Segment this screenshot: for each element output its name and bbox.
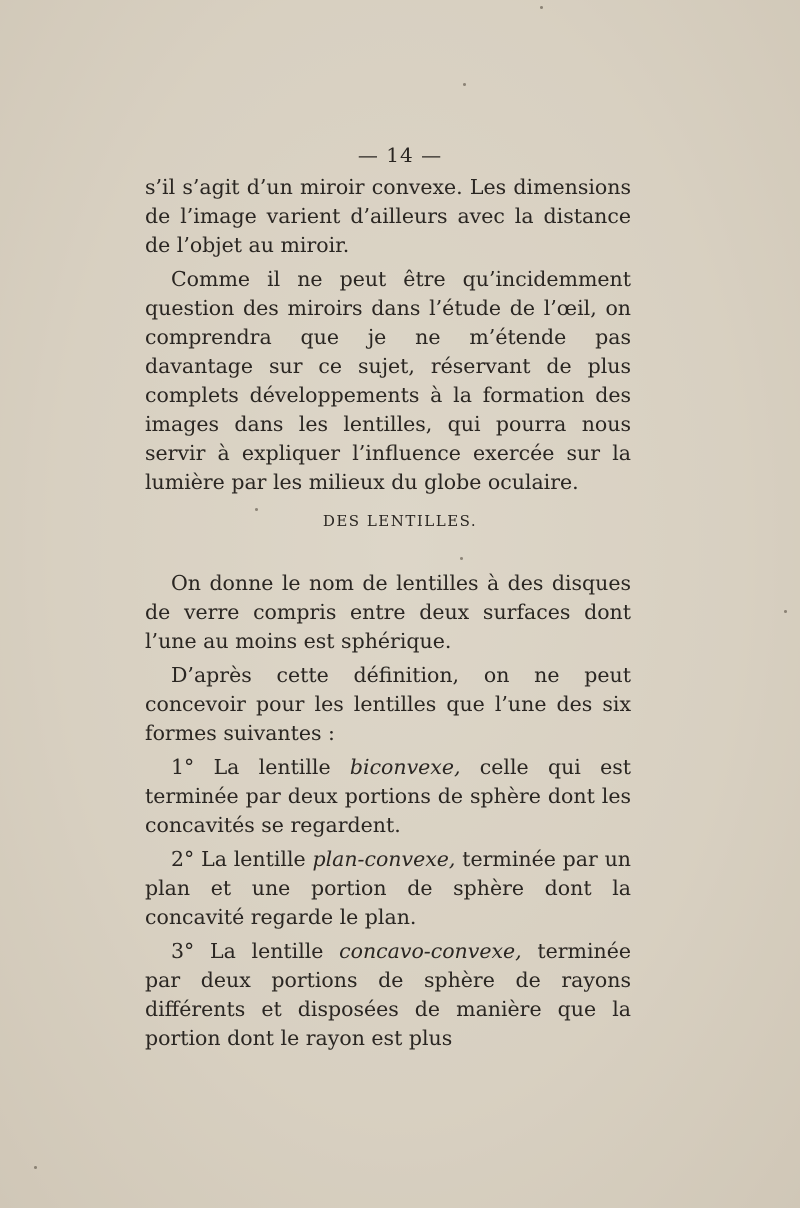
paragraph-continuation: s’il s’agit d’un miroir convexe. Les dimensions de l’image varient d’ailleurs avec la distance de l’objet au miroir. bbox=[145, 175, 631, 257]
list-item-lead: 2° La lentille bbox=[171, 847, 313, 871]
list-item-concavo-convexe bbox=[145, 937, 631, 1053]
paper-speck bbox=[784, 610, 787, 613]
paragraph-formes: D’après cette définition, on ne peut concevoir pour les lentilles que l’une des six formes suivantes : bbox=[145, 663, 631, 745]
paragraph-definition: On donne le nom de lentilles à des disques de verre compris entre deux surfaces dont l’une au moins est sphérique. bbox=[145, 571, 631, 653]
text-block-bottom bbox=[145, 569, 631, 1053]
lens-term: biconvexe, bbox=[349, 755, 461, 779]
list-item-plan-convexe bbox=[145, 845, 631, 932]
list-item-biconvexe bbox=[145, 753, 631, 840]
list-item-text: celle qui est terminée par deux portions de sphère dont les concavités se regardent. bbox=[145, 755, 631, 837]
page-number: — 14 — bbox=[357, 143, 443, 167]
lens-term: plan-convexe, bbox=[312, 847, 456, 871]
section-heading: DES LENTILLES. bbox=[322, 512, 478, 530]
paper-speck bbox=[540, 6, 543, 9]
list-item-text: terminée par deux portions de sphère de rayons différents et disposées de manière que la portion dont le rayon est plus bbox=[145, 939, 631, 1050]
paragraph-miroirs: Comme il ne peut être qu’incidemment question des miroirs dans l’étude de l’œil, on comprendra que je ne m’étende pas davantage sur ce sujet, réservant de plus complets développements à la formation des images dans les lentilles, qui pourra nous servir à expliquer l’influence exercée sur la lumière par les milieux du globe oculaire. bbox=[145, 267, 631, 494]
list-item-lead: 3° La lentille bbox=[171, 939, 340, 963]
paper-speck bbox=[255, 508, 258, 511]
text-block-top bbox=[145, 173, 631, 497]
list-item-lead: 1° La lentille bbox=[171, 755, 350, 779]
paper-speck bbox=[34, 1166, 37, 1169]
lens-term: concavo-convexe, bbox=[339, 939, 522, 963]
paper-speck bbox=[463, 83, 466, 86]
paper-speck bbox=[460, 557, 463, 560]
list-item-text: terminée par un plan et une portion de sphère dont la concavité regarde le plan. bbox=[145, 847, 632, 929]
